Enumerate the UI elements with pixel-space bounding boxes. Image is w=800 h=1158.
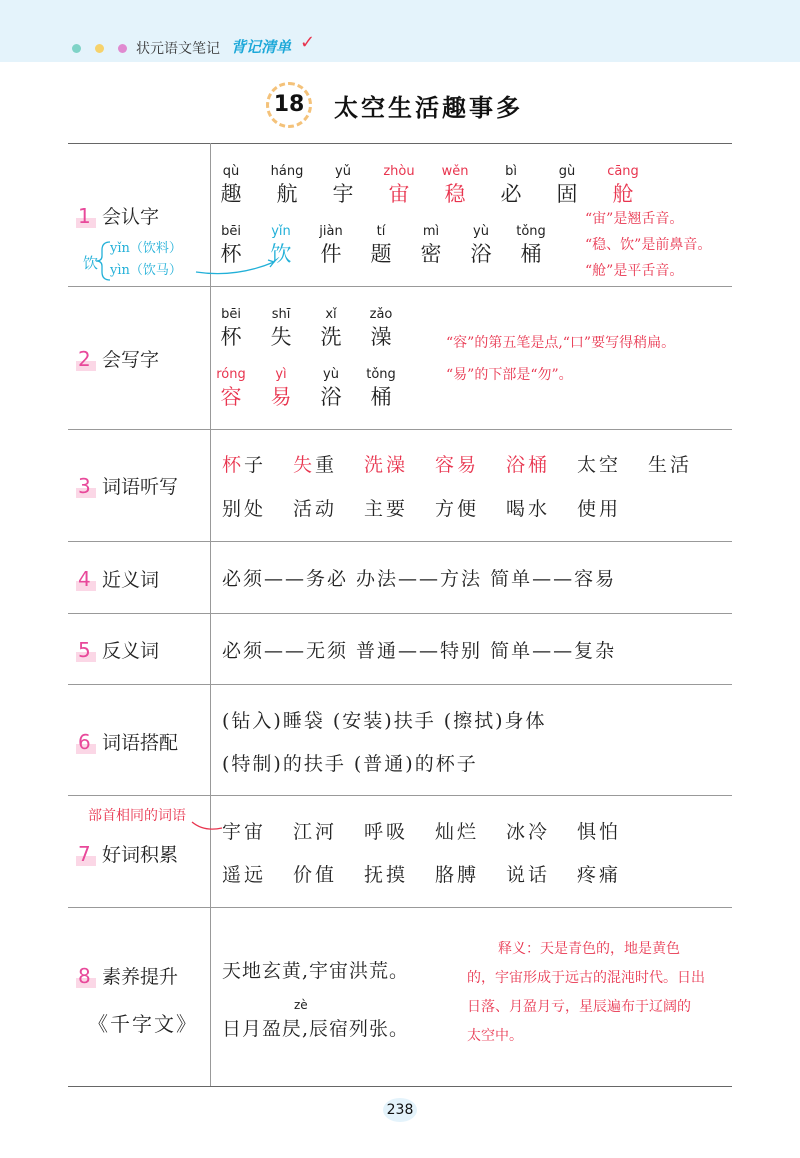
word-highlight: 浴桶 — [506, 454, 551, 476]
pinyin: róng — [216, 367, 246, 382]
polyphone-char: 饮 — [83, 254, 99, 272]
column-divider — [210, 143, 211, 1086]
word: 使用 — [577, 498, 622, 520]
char-cell — [306, 306, 356, 350]
word — [577, 450, 621, 477]
polyphone-reading-2: yìn（饮马） — [110, 263, 182, 278]
page-number: 238 — [383, 1098, 417, 1122]
hanzi: 容 — [220, 385, 242, 409]
hanzi: 浴 — [470, 242, 492, 266]
word: 灿烂 — [435, 821, 480, 843]
pinyin: yù — [473, 224, 489, 239]
synonyms-line: 必须——务必 办法——方法 简单——容易 — [222, 568, 617, 590]
collocation-line-2: (特制)的扶手 (普通)的杯子 — [222, 753, 478, 775]
header-dot-3 — [118, 44, 127, 53]
hanzi: 件 — [320, 242, 342, 266]
word: 宇宙 — [222, 821, 267, 843]
arrow-icon — [190, 818, 224, 836]
pinyin: yù — [323, 367, 339, 382]
char-cell — [356, 306, 406, 350]
check-icon: ✓ — [300, 32, 316, 53]
char-cell — [356, 223, 406, 267]
word-plain: 子 — [244, 454, 267, 476]
lesson-title: 太空生活趣事多 — [334, 94, 523, 122]
hanzi: 桶 — [520, 242, 542, 266]
char-cell — [430, 163, 480, 207]
word: 方便 — [435, 498, 480, 520]
word: 价值 — [293, 864, 338, 886]
word-highlight: 容易 — [435, 454, 480, 476]
hanzi: 浴 — [320, 385, 342, 409]
note-same-radical: 部首相同的词语 — [88, 808, 186, 824]
word — [293, 450, 337, 477]
word: 喝水 — [506, 498, 551, 520]
table-bottom-line — [68, 1086, 732, 1087]
pinyin: yì — [275, 367, 287, 382]
row-divider — [68, 286, 732, 287]
header-dot-2 — [95, 44, 104, 53]
explanation-line-3: 日落、月盈月亏，星辰遍布于辽阔的 — [467, 999, 691, 1015]
word-plain: 生活 — [648, 454, 693, 476]
char-cell — [598, 163, 648, 207]
char-cell — [262, 163, 312, 207]
char-cell — [356, 366, 406, 410]
pinyin: bì — [505, 164, 517, 179]
word — [364, 450, 408, 477]
pinyin: yǐn — [271, 224, 291, 239]
word — [506, 450, 550, 477]
char-cell — [256, 366, 306, 410]
hanzi: 澡 — [370, 325, 392, 349]
pinyin: tǒng — [366, 367, 396, 382]
pinyin: wěn — [441, 164, 469, 179]
section-label-6: 6 词语搭配 — [78, 730, 179, 754]
row-divider — [68, 541, 732, 542]
row-divider — [68, 684, 732, 685]
word: 冰冷 — [506, 821, 551, 843]
collocation-line-1: (钻入)睡袋 (安装)扶手 (擦拭)身体 — [222, 710, 547, 732]
hanzi: 密 — [420, 242, 442, 266]
char-cell — [406, 223, 456, 267]
char-cell — [206, 163, 256, 207]
hanzi: 宇 — [332, 182, 354, 206]
classic-line-2: 日月盈昃,辰宿列张。 — [222, 1018, 410, 1040]
pinyin: shī — [271, 307, 291, 322]
explanation-line-4: 太空中。 — [467, 1028, 523, 1044]
pinyin: tí — [376, 224, 386, 239]
word-highlight: 洗澡 — [364, 454, 409, 476]
pinyin: bēi — [221, 307, 241, 322]
section-label-3: 3 词语听写 — [78, 474, 179, 498]
row-divider — [68, 429, 732, 430]
hanzi: 必 — [500, 182, 522, 206]
ze-pinyin: zè — [294, 998, 308, 1012]
header-tag: 背记清单 — [231, 38, 292, 56]
char-cell — [256, 306, 306, 350]
antonyms-line: 必须——无须 普通——特别 简单——复杂 — [222, 640, 617, 662]
word-highlight: 失 — [293, 454, 316, 476]
section-label-2: 2 会写字 — [78, 347, 160, 371]
word: 主要 — [364, 498, 409, 520]
hanzi: 趣 — [220, 182, 242, 206]
pinyin: zhòu — [383, 164, 415, 179]
word-highlight: 杯 — [222, 454, 245, 476]
hanzi: 舱 — [612, 182, 634, 206]
hanzi: 杯 — [220, 325, 242, 349]
row-divider — [68, 795, 732, 796]
pinyin: zǎo — [369, 307, 393, 322]
explanation-line-2: 的，宇宙形成于远古的混沌时代。日出 — [467, 970, 705, 986]
section-label-5: 5 反义词 — [78, 638, 160, 662]
char-cell — [206, 306, 256, 350]
word — [222, 450, 266, 477]
hanzi: 稳 — [444, 182, 466, 206]
row-divider — [68, 907, 732, 908]
word: 江河 — [293, 821, 338, 843]
word: 胳膊 — [435, 864, 480, 886]
word: 呼吸 — [364, 821, 409, 843]
table-top-line — [68, 143, 732, 144]
word: 抚摸 — [364, 864, 409, 886]
pinyin: jiàn — [319, 224, 343, 239]
word-plain: 重 — [315, 454, 338, 476]
section-label-4: 4 近义词 — [78, 567, 160, 591]
note-qianbi: “稳、饮”是前鼻音。 — [585, 237, 712, 253]
word: 惧怕 — [577, 821, 622, 843]
explanation-line-1: 释义：天是青色的，地是黄色 — [498, 941, 680, 957]
note-qiaoshe: “宙”是翘舌音。 — [585, 211, 684, 227]
hanzi: 易 — [270, 385, 292, 409]
char-cell — [318, 163, 368, 207]
word — [648, 450, 692, 477]
pinyin: háng — [270, 164, 304, 179]
hanzi: 桶 — [370, 385, 392, 409]
section-label-7: 7 好词积累 — [78, 842, 179, 866]
hanzi: 饮 — [270, 242, 292, 266]
section-label-1: 1 会认字 — [78, 204, 160, 228]
classic-line-1: 天地玄黄,宇宙洪荒。 — [222, 960, 410, 982]
word: 别处 — [222, 498, 267, 520]
polyphone-reading-1: yǐn（饮料） — [110, 241, 182, 256]
pinyin: mì — [422, 224, 440, 239]
hanzi: 洗 — [320, 325, 342, 349]
hanzi: 题 — [370, 242, 392, 266]
header-dot-1 — [72, 44, 81, 53]
note-rong: “容”的第五笔是点,“口”要写得稍扁。 — [446, 335, 676, 351]
pinyin: tǒng — [516, 224, 546, 239]
brand-name: 状元语文笔记 — [136, 41, 220, 57]
word — [435, 450, 479, 477]
word: 遥远 — [222, 864, 267, 886]
hanzi: 杯 — [220, 242, 242, 266]
hanzi: 固 — [556, 182, 578, 206]
char-cell — [486, 163, 536, 207]
char-cell — [542, 163, 592, 207]
pinyin: bēi — [221, 224, 241, 239]
pinyin: xǐ — [325, 307, 337, 322]
pinyin: gù — [558, 164, 576, 179]
classic-title: 《千字文》 — [88, 1012, 198, 1036]
char-cell — [306, 223, 356, 267]
char-cell — [306, 366, 356, 410]
note-pingshe: “舱”是平舌音。 — [585, 263, 684, 279]
row-divider — [68, 613, 732, 614]
char-cell — [374, 163, 424, 207]
pinyin: qù — [222, 164, 240, 179]
word: 活动 — [293, 498, 338, 520]
hanzi: 航 — [276, 182, 298, 206]
note-yi: “易”的下部是“勿”。 — [446, 367, 573, 383]
hanzi: 失 — [270, 325, 292, 349]
pinyin: cāng — [607, 164, 639, 179]
char-cell — [456, 223, 506, 267]
word: 疼痛 — [577, 864, 622, 886]
word: 说话 — [506, 864, 551, 886]
char-cell — [506, 223, 556, 267]
pinyin: yǔ — [335, 164, 351, 179]
lesson-number: 18 — [266, 82, 312, 128]
char-cell — [206, 366, 256, 410]
hanzi: 宙 — [388, 182, 410, 206]
section-label-8: 8 素养提升 — [78, 964, 179, 988]
word-plain: 太空 — [577, 454, 622, 476]
